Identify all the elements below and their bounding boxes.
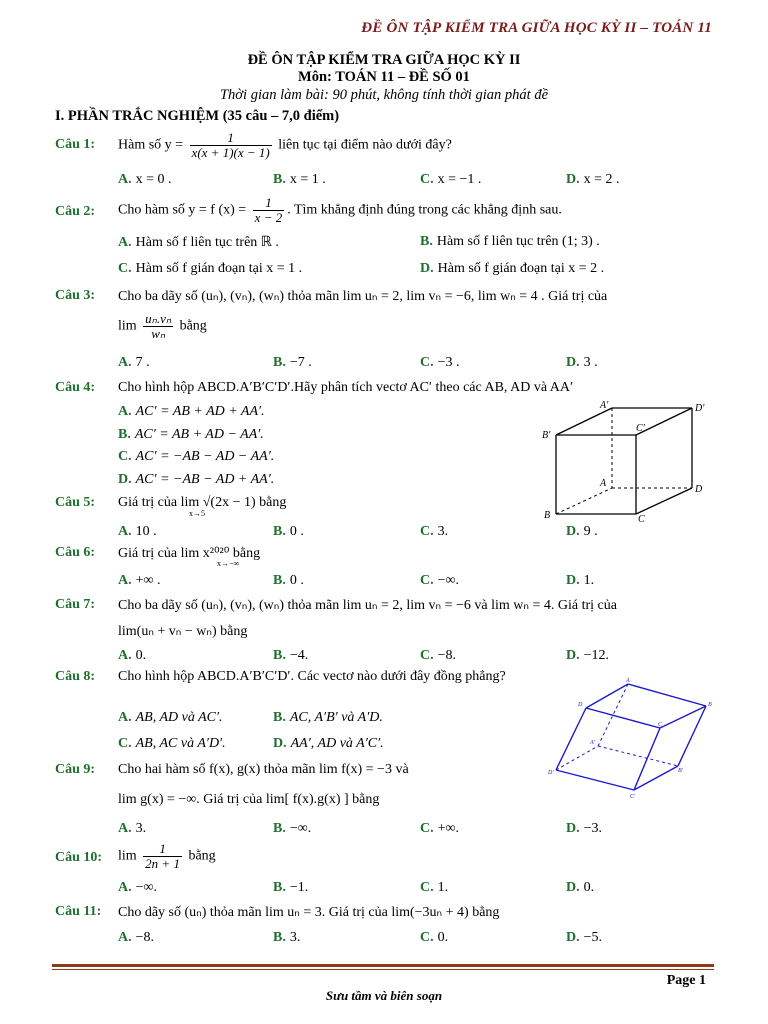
option-b[interactable]: B. AC′ = AB + AD − AA′. [118,427,264,442]
vertex-label: A [626,678,630,684]
running-header: ĐỀ ÔN TẬP KIỂM TRA GIỮA HỌC KỲ II – TOÁN 11 [361,20,712,36]
option-c[interactable]: C. AC′ = −AB − AD − AA′. [118,449,275,464]
option-b[interactable]: B. −∞. [273,821,312,836]
question-text-line2: lim $\frac{\text{uₙ.vₙ}}{\text{wₙ}}$ bằng [118,311,207,341]
question-label: Câu 5: [55,495,96,510]
option-c[interactable]: C. x = −1 . [420,172,482,187]
question-text: Cho dãy số (uₙ) thỏa mãn lim uₙ = 3. Giá trị của lim(−3uₙ + 4) bằng [118,905,500,920]
question-text: Cho hình hộp ABCD.A′B′C′D′. Các vectơ nào dưới đây đồng phẳng? [118,669,506,684]
title-block [0,52,768,104]
exam-time: Thời gian làm bài: 90 phút, không tính thời gian phát đề [219,87,549,103]
option-c[interactable]: C. +∞. [420,821,460,836]
question-text: Cho hàm số y = f (x) = $\frac{1}{x - 2}$ . Tìm khẳng định đúng trong các khẳng định sau. [118,195,562,225]
question-text: Cho ba dãy số (uₙ), (vₙ), (wₙ) thỏa mãn lim uₙ = 2, lim vₙ = −6 và lim wₙ = 4. Giá trị của [118,598,617,613]
option-c[interactable]: C. −3 . [420,355,460,370]
question-label: Câu 10: [55,850,103,865]
option-b[interactable]: B. AC, A′B′ và A′D. [273,710,383,725]
limit-subscript: x→5 [189,509,205,518]
option-b[interactable]: B. x = 1 . [273,172,326,187]
section-heading: I. PHẦN TRẮC NGHIỆM (35 câu – 7,0 điểm) [55,108,340,124]
question-label: Câu 2: [55,204,96,219]
option-b[interactable]: B. −4. [273,648,309,663]
footer-credit: Sưu tầm và biên soạn [325,988,443,1003]
parallelepiped-figure-2 [548,676,716,800]
option-c[interactable]: C. 0. [420,930,449,945]
question-text-line2: lim g(x) = −∞. Giá trị của lim[ f(x).g(x) ] bằng [118,792,380,807]
question-text: Cho hai hàm số f(x), g(x) thỏa mãn lim f(x) = −3 và [118,762,409,777]
question-label: Câu 11: [55,904,102,919]
option-d[interactable]: D. 9 . [566,524,598,539]
fraction: $\frac{\text{uₙ.vₙ}}{\text{wₙ}}$ [145,311,172,341]
question-text: Cho ba dãy số (uₙ), (vₙ), (wₙ) thỏa mãn lim uₙ = 2, lim vₙ = −6, lim wₙ = 4 . Giá trị của [118,289,608,304]
option-b[interactable]: B. 3. [273,930,301,945]
page-number: Page 1 [666,973,706,988]
option-a[interactable]: A. −8. [118,930,155,945]
option-d[interactable]: D. −3. [566,821,603,836]
footer-divider-thin [52,969,714,970]
exam-title: ĐỀ ÔN TẬP KIỂM TRA GIỮA HỌC KỲ II [247,52,521,68]
exam-subject: Môn: TOÁN 11 – ĐỀ SỐ 01 [298,69,470,85]
option-c[interactable]: C. 3. [420,524,449,539]
limit-subscript: x→−∞ [217,559,240,568]
question-text: Hàm số y = $\frac{1}{x(x + 1)(x - 1)}$ liên tục tại điểm nào dưới đây? [118,130,452,160]
question-label: Câu 9: [55,762,96,777]
option-a[interactable]: A. 10 . [118,524,157,539]
footer-divider [52,964,714,967]
option-d[interactable]: D. x = 2 . [566,172,620,187]
option-b[interactable]: B. −7 . [273,355,312,370]
option-c[interactable]: C. −8. [420,648,457,663]
option-c[interactable]: C. 1. [420,880,449,895]
option-d[interactable]: D. AC′ = −AB − AD + AA′. [118,472,275,487]
option-c[interactable]: C. −∞. [420,573,460,588]
option-d[interactable]: D. −5. [566,930,603,945]
vertex-label: C [658,722,663,728]
question-label: Câu 6: [55,545,96,560]
question-text: Cho hình hộp ABCD.A′B′C′D′.Hãy phân tích vectơ AC′ theo các AB, AD và AA′ [118,380,574,395]
question-label: Câu 8: [55,669,96,684]
option-a[interactable]: A. −∞. [118,880,158,895]
option-d[interactable]: D. Hàm số f gián đoạn tại x = 2 . [420,261,605,276]
vertex-label: A′ [600,400,609,411]
option-b[interactable]: B. −1. [273,880,309,895]
vertex-label: B [708,702,712,708]
option-a[interactable]: A. 0. [118,648,147,663]
fraction: $\frac{1}{2n + 1}$ [145,841,180,871]
option-d[interactable]: D. 0. [566,880,595,895]
vertex-label: D [695,484,703,495]
option-d[interactable]: D. 3 . [566,355,598,370]
fraction: $\frac{1}{x(x + 1)(x - 1)}$ [191,130,270,160]
vertex-label: C′ [636,423,645,434]
option-a[interactable]: A. AC′ = AB + AD + AA′. [118,404,265,419]
option-a[interactable]: A. 3. [118,821,147,836]
option-b[interactable]: B. Hàm số f liên tục trên (1; 3) . [420,234,600,249]
question-label: Câu 7: [55,597,96,612]
vertex-label: C′ [630,794,636,800]
question-label: Câu 3: [55,288,96,303]
vertex-label: C [638,514,645,525]
vertex-label: A′ [590,740,595,746]
vertex-label: A [600,478,607,489]
option-c[interactable]: C. Hàm số f gián đoạn tại x = 1 . [118,261,303,276]
option-d[interactable]: D. AA′, AD và A′C′. [273,736,384,751]
option-c[interactable]: C. AB, AC và A′D′. [118,736,226,751]
option-d[interactable]: D. 1. [566,573,595,588]
question-text-line2: lim(uₙ + vₙ − wₙ) bằng [118,624,248,639]
question-text: Giá trị của lim x²⁰²⁰ bằng [118,546,261,561]
vertex-label: D [578,702,583,708]
parallelepiped-figure-1 [540,398,715,526]
option-a[interactable]: A. x = 0 . [118,172,172,187]
fraction: $\frac{1}{x - 2}$ [254,195,283,225]
option-d[interactable]: D. −12. [566,648,610,663]
option-a[interactable]: A. AB, AD và AC′. [118,710,223,725]
question-label: Câu 4: [55,380,96,395]
vertex-label: B′ [678,768,683,774]
option-b[interactable]: B. 0 . [273,524,304,539]
vertex-label: B′ [542,430,551,441]
question-text: Giá trị của lim √(2x − 1) bằng [118,495,287,510]
option-a[interactable]: A. +∞ . [118,573,161,588]
question-text: lim $\frac{1}{2n + 1}$ bằng [118,841,216,871]
vertex-label: B [544,510,551,521]
vertex-label: D′ [548,770,554,776]
question-label: Câu 1: [55,137,96,152]
option-a[interactable]: A. 7 . [118,355,150,370]
option-b[interactable]: B. 0 . [273,573,304,588]
option-a[interactable]: A. Hàm số f liên tục trên ℝ . [118,235,279,250]
vertex-label: D′ [695,403,705,414]
